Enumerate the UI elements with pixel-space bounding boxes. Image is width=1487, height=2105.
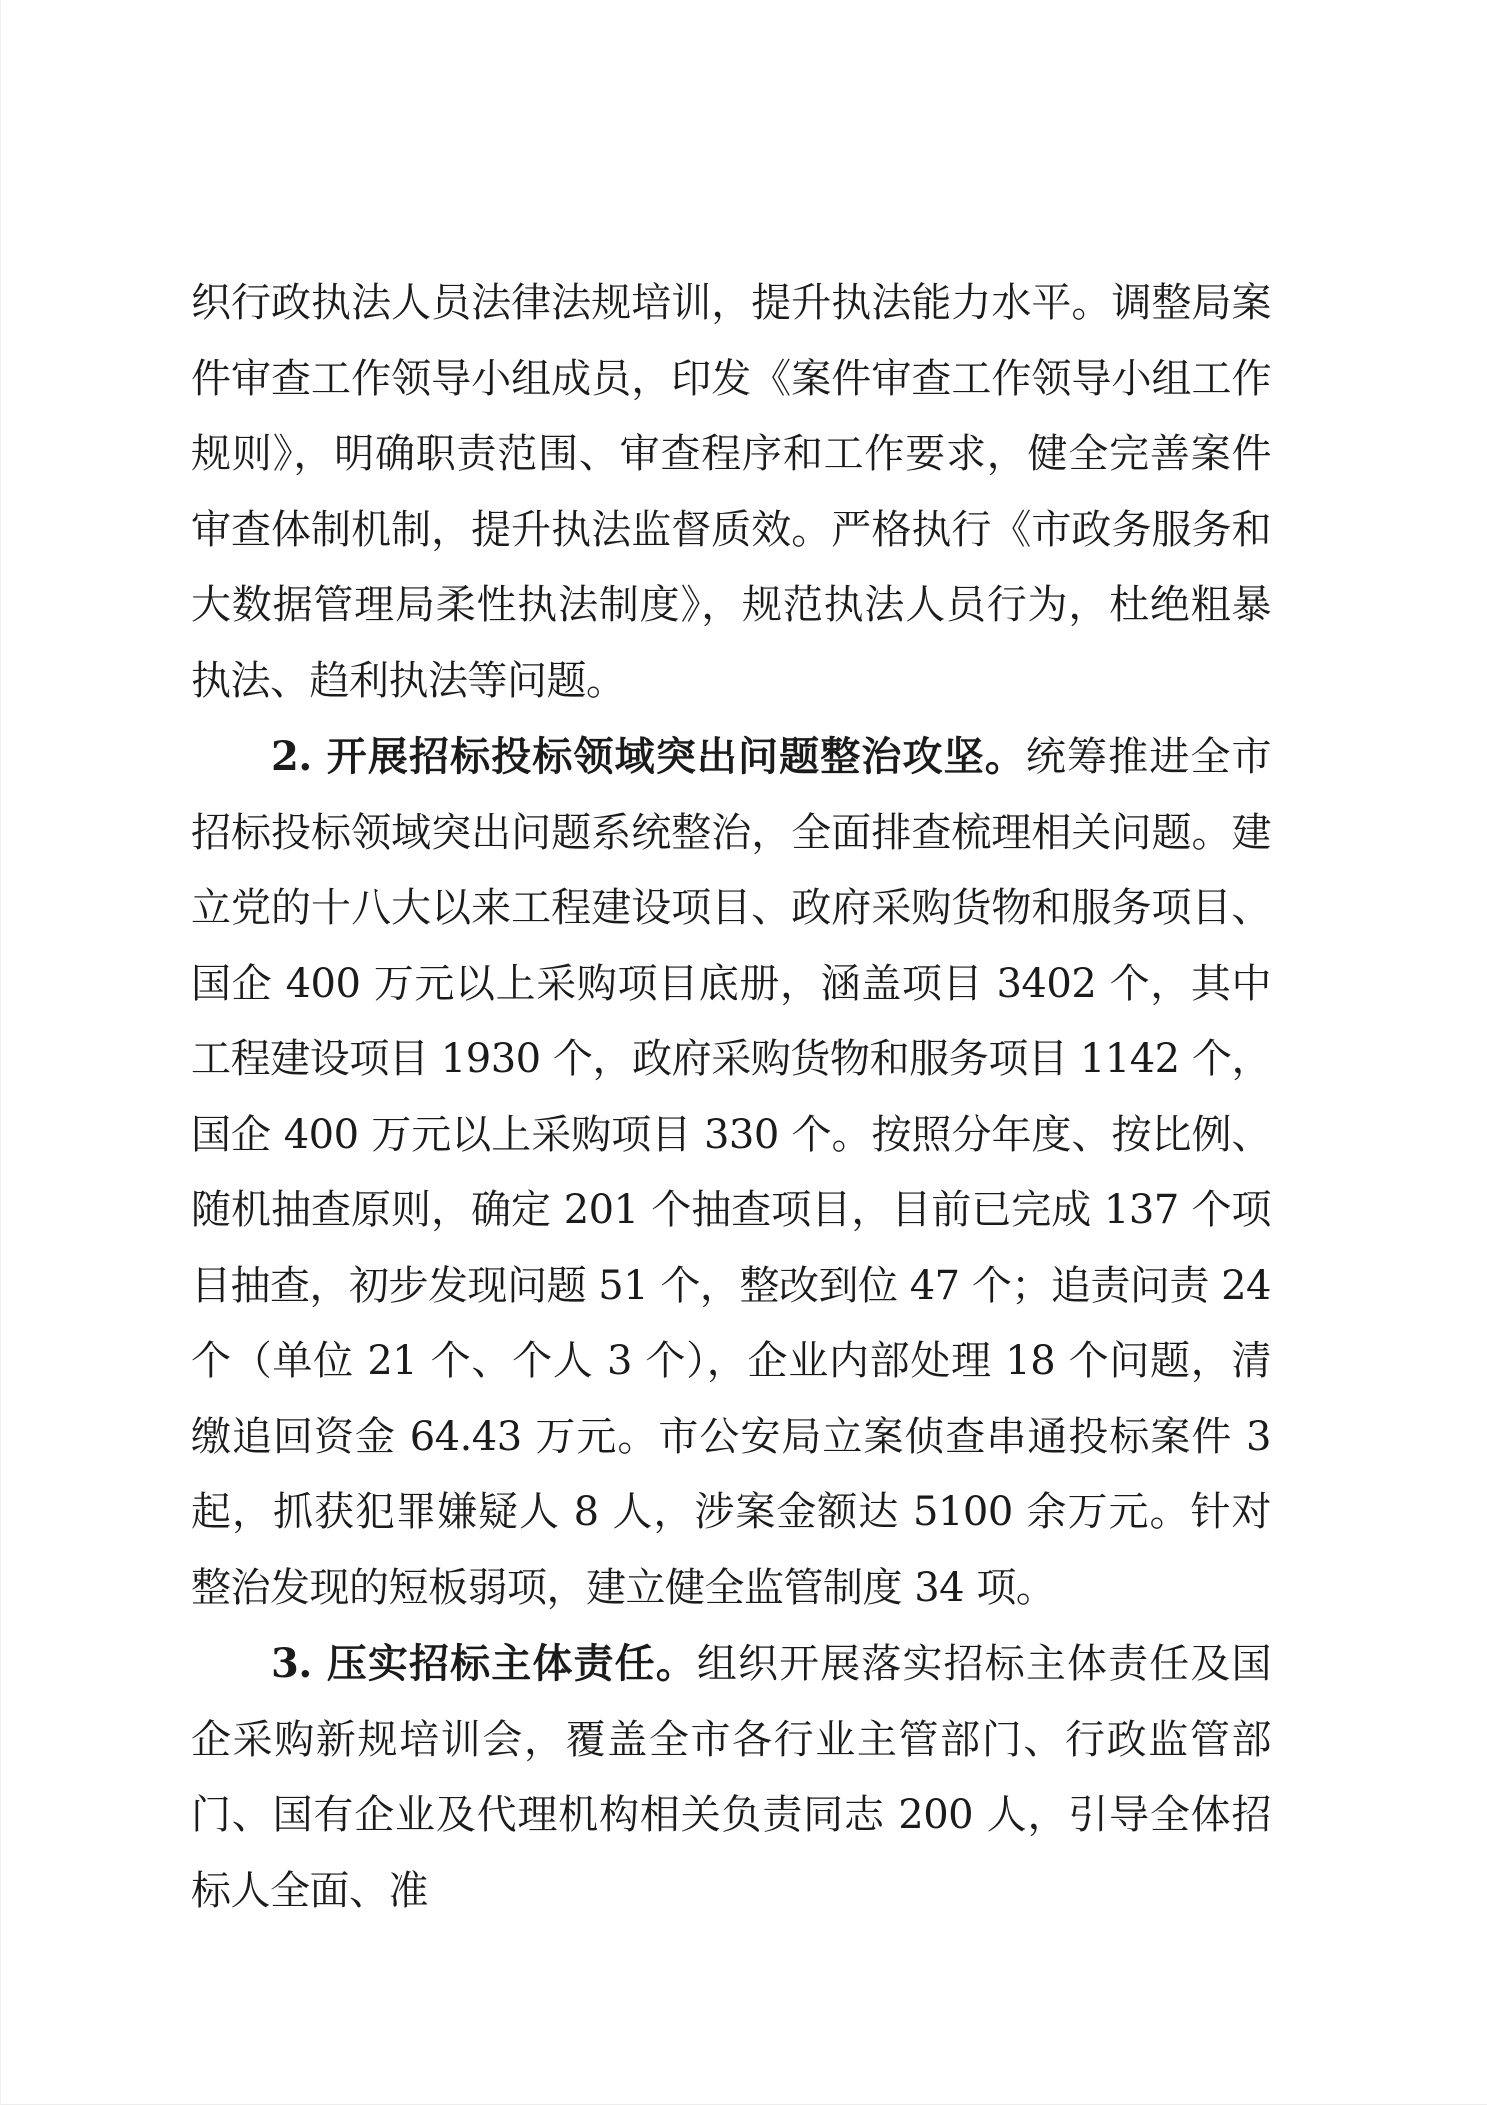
paragraph-text: 统筹推进全市招标投标领域突出问题系统整治，全面排查梳理相关问题。建立党的十八大以来工程建设项目、政府采购货物和服务项目、国企 400 万元以上采购项目底册，涵盖项目 3402 个，其中工程建设项目 1930 个，政府采购货物和服务项目 1142 个，国企 400 万元以上采购项目 330 个。按照分年度、按比例、随机抽查原则，确定 201 个抽查项目，目前已完成 137 个项目抽查，初步发现问题 51 个，整改到位 47 个；追责问责 24 个（单位 21 个、个人 3 个），企业内部处理 18 个问题，清缴追回资金 64.43 万元。市公安局立案侦查串通投标案件 3 起，抓获犯罪嫌疑人 8 人，涉案金额达 5100 余万元。针对整治发现的短板弱项，建立健全监管制度 34 项。 xyxy=(191,734,1272,1611)
paragraph-item-3 xyxy=(191,1626,1271,1929)
paragraph-text: 组织开展落实招标主体责任及国企采购新规培训会，覆盖全市各行业主管部门、行政监管部门、国有企业及代理机构相关负责同志 200 人，引导全体招标人全面、准 xyxy=(191,1641,1271,1914)
paragraph-continuation xyxy=(191,266,1271,719)
paragraph-text: 织行政执法人员法律法规培训，提升执法能力水平。调整局案件审查工作领导小组成员，印发《案件审查工作领导小组工作规则》，明确职责范围、审查程序和工作要求，健全完善案件审查体制机制，提升执法监督质效。严格执行《市政务服务和大数据管理局柔性执法制度》，规范执法人员行为，杜绝粗暴执法、趋利执法等问题。 xyxy=(191,280,1271,704)
paragraph-item-2 xyxy=(191,719,1271,1626)
document-text-block xyxy=(191,266,1271,1929)
paragraph-2-heading: 2. 开展招标投标领域突出问题整治攻坚。 xyxy=(271,733,1026,780)
paragraph-3-heading: 3. 压实招标主体责任。 xyxy=(271,1640,697,1687)
